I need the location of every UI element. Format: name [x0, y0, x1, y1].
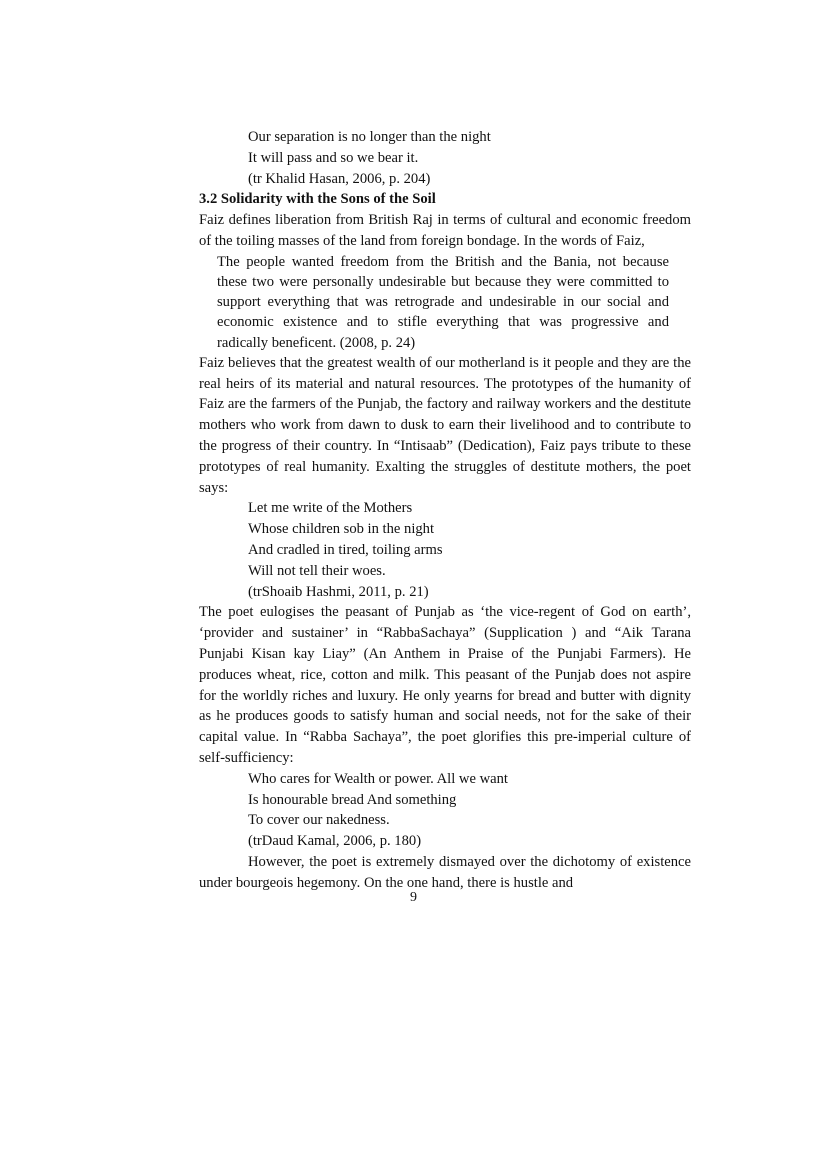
poem-citation: (tr Khalid Hasan, 2006, p. 204) [248, 170, 431, 187]
poem-line: Is honourable bread And something [248, 791, 457, 808]
paragraph: Faiz defines liberation from British Raj in terms of cultural and economic freedom of the toiling masses of the land from foreign bondage. In the words of Faiz, [199, 212, 691, 249]
paragraph: Faiz believes that the greatest wealth of our motherland is it people and they are the real heirs of its material and natural resources. The prototypes of the humanity of Faiz are the farmers of the Punjab, the factory and railway workers and the destitute mothers who work from dawn to dusk to earn their livelihood and to contribute to the progress of their country. In “Intisaab” (Dedication), Faiz pays tribute to these prototypes of real humanity. Exalting the struggles of destitute mothers, the poet says: [199, 354, 691, 496]
poem-line: To cover our nakedness. [248, 812, 390, 829]
poem-line: Who cares for Wealth or power. All we want [248, 770, 508, 787]
poem-khalid-hasan [199, 127, 691, 189]
page-number: 9 [410, 890, 417, 905]
block-quote: The people wanted freedom from the British and the Bania, not because these two were personally undesirable but because they were committed to support everything that was retrograde and undesirable in our social and economic existence and to stifle everything that was progressive and radically beneficent. (2008, p. 24) [217, 253, 669, 351]
page-body [199, 127, 691, 894]
poem-citation: (trDaud Kamal, 2006, p. 180) [248, 833, 422, 850]
poem-citation: (trShoaib Hashmi, 2011, p. 21) [248, 583, 429, 600]
poem-intisaab [199, 498, 691, 602]
poem-line: Let me write of the Mothers [248, 500, 413, 517]
poem-rabba-sachaya [199, 769, 691, 852]
poem-line: Our separation is no longer than the night [248, 129, 491, 145]
poem-line: Whose children sob in the night [248, 521, 435, 538]
poem-line: And cradled in tired, toiling arms [248, 541, 443, 558]
poem-line: Will not tell their woes. [248, 562, 386, 579]
paragraph: However, the poet is extremely dismayed over the dichotomy of existence under bourgeois hegemony. On the one hand, there is hustle and [199, 853, 691, 891]
paragraph: The poet eulogises the peasant of Punjab as ‘the vice-regent of God on earth’, ‘provider and sustainer’ in “RabbaSachaya” (Supplication ) and “Aik Tarana Punjabi Kisan kay Liay” (An Anthem in Praise of the Punjabi Farmers). He produces wheat, rice, cotton and milk. This peasant of the Punjab does not aspire for the worldly riches and luxury. He only yearns for bread and butter with dignity as he produces goods to satisfy human and social needs, not for the sake of their capital value. In “Rabba Sachaya”, the poet glorifies this pre-imperial culture of self-sufficiency: [199, 604, 691, 766]
poem-line: It will pass and so we bear it. [248, 149, 419, 166]
section-heading: 3.2 Solidarity with the Sons of the Soil [199, 191, 436, 208]
